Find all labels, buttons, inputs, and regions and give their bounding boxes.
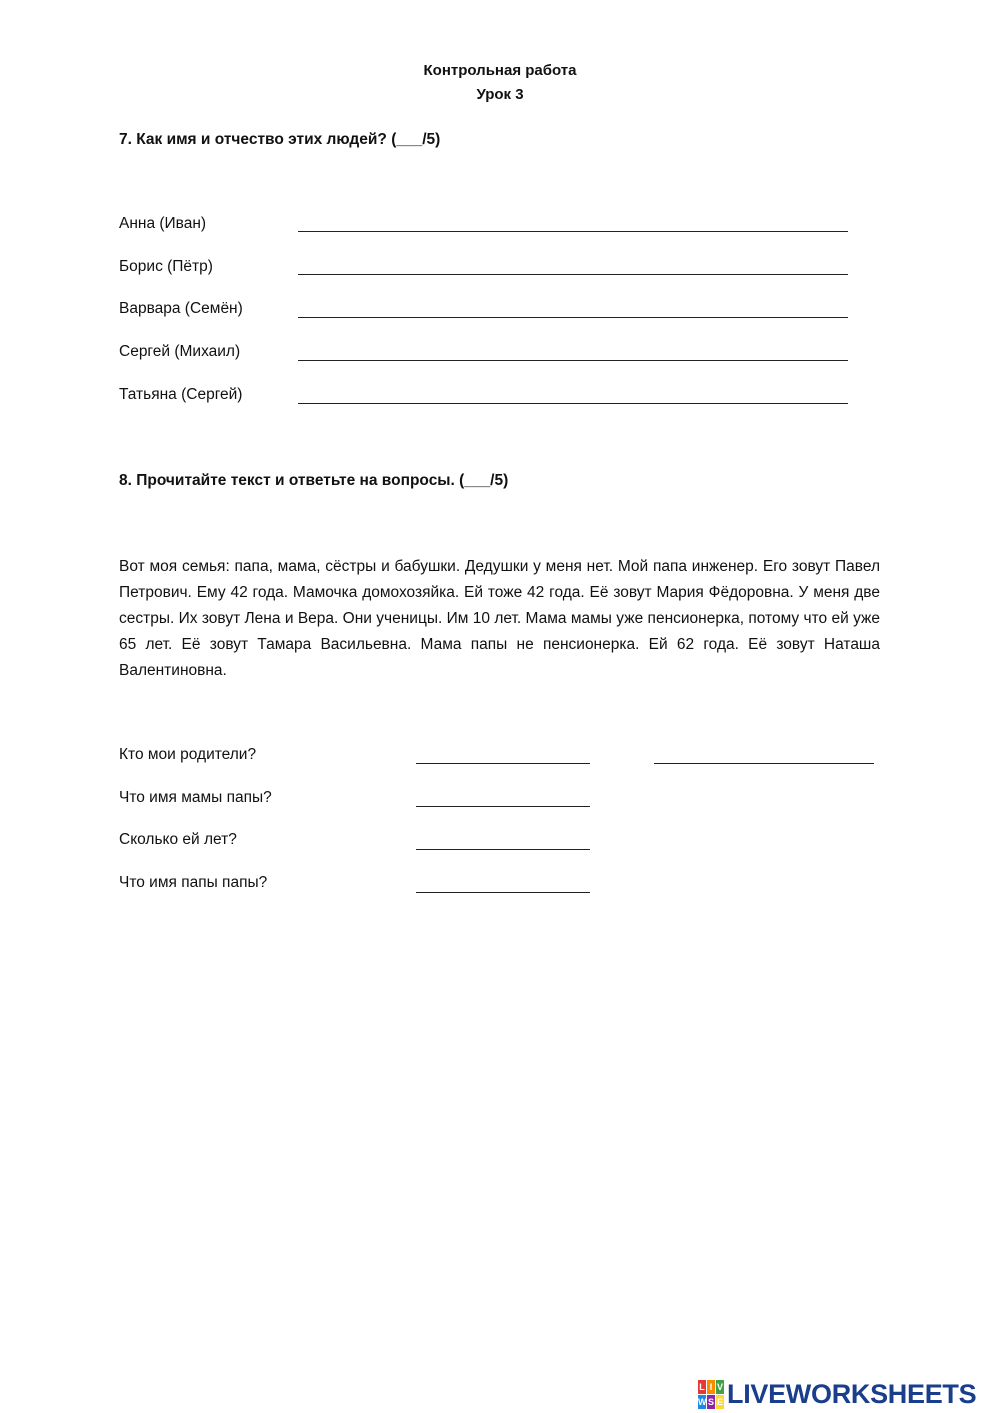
liveworksheets-logo — [698, 1378, 976, 1410]
q7-row-label: Борис (Пётр) — [119, 258, 213, 275]
q8-answer-input[interactable] — [416, 785, 590, 807]
q8-answer-input[interactable] — [416, 871, 590, 893]
logo-block: I — [707, 1380, 715, 1394]
page-title: Контрольная работа — [423, 62, 577, 79]
q7-row-label: Анна (Иван) — [119, 215, 207, 232]
logo-block: W — [698, 1396, 707, 1407]
q7-answer-input[interactable] — [298, 382, 848, 404]
q7-answer-input[interactable] — [298, 339, 848, 361]
q8-question-label: Что имя папы папы? — [119, 874, 268, 891]
logo-block: S — [707, 1396, 714, 1407]
logo-blocks-icon — [698, 1380, 724, 1409]
logo-block: V — [716, 1381, 723, 1392]
q7-answer-input[interactable] — [298, 296, 848, 318]
q8-question-label: Сколько ей лет? — [119, 831, 237, 848]
q8-question-label: Кто мои родители? — [119, 746, 257, 763]
q7-answer-input[interactable] — [298, 253, 848, 275]
q7-row-label: Варвара (Семён) — [119, 300, 243, 317]
q7-answer-input[interactable] — [298, 210, 848, 232]
q8-answer-input-second[interactable] — [654, 742, 874, 764]
logo-text: LIVEWORKSHEETS — [727, 1378, 977, 1409]
logo-block: E — [716, 1396, 723, 1407]
page-subtitle: Урок 3 — [476, 86, 524, 103]
q8-question-label: Что имя мамы папы? — [119, 789, 272, 806]
question-7-heading: 7. Как имя и отчество этих людей? (___/5) — [119, 131, 441, 148]
q7-row-label: Татьяна (Сергей) — [119, 386, 243, 403]
q7-row-label: Сергей (Михаил) — [119, 343, 241, 360]
q8-answer-input[interactable] — [416, 742, 590, 764]
reading-text: Вот моя семья: папа, мама, сёстры и бабушки. Дедушки у меня нет. Мой папа инженер. Его зовут Павел Петрович. Ему 42 года. Мамочка домохозяйка. Ей тоже 42 года. Её зовут Мария Фёдоровна. У меня две сестры. Их зовут Лена и Вера. Они ученицы. Им 10 лет. Мама мамы уже пенсионерка, потому что ей уже 65 лет. Её зовут Тамара Васильевна. Мама папы не пенсионерка. Ей 62 года. Её зовут Наташа Валентиновна. — [119, 558, 880, 679]
logo-block: L — [699, 1381, 705, 1392]
q8-answer-input[interactable] — [416, 828, 590, 850]
question-8-heading: 8. Прочитайте текст и ответьте на вопросы. (___/5) — [119, 472, 509, 489]
